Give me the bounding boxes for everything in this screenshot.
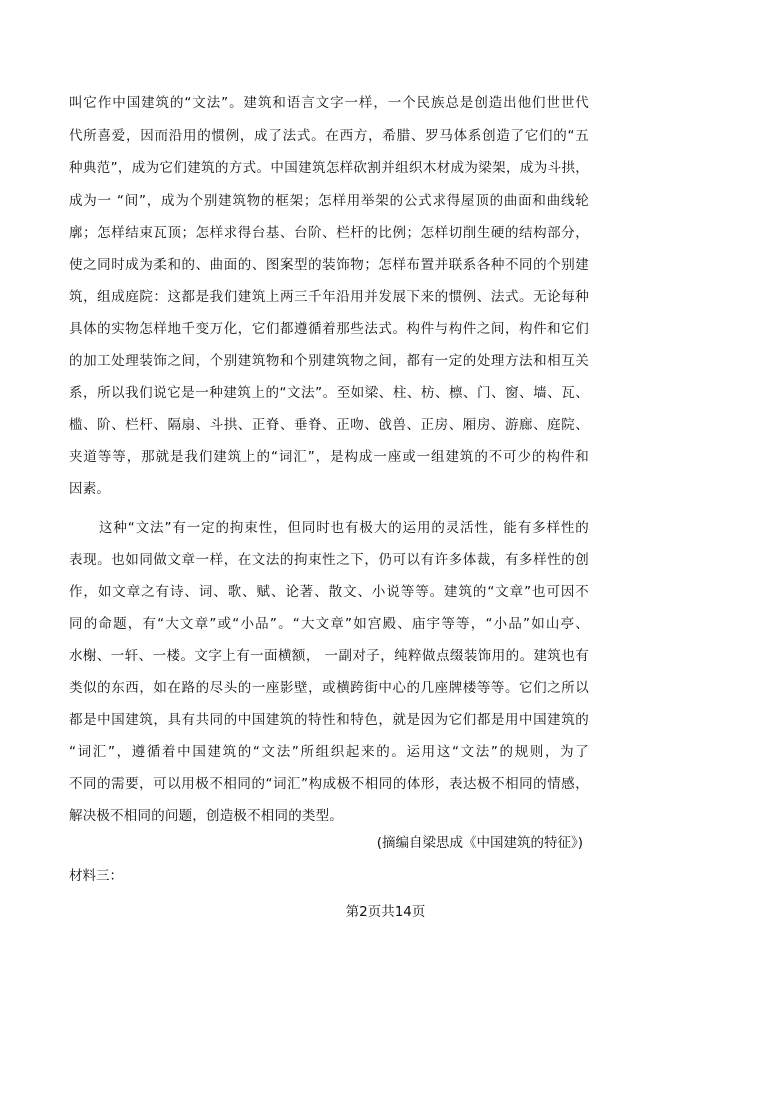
text-line: 类似的东西，如在路的尽头的一座影壁，或横跨街中心的几座牌楼等等。它们之所以 [69, 680, 589, 696]
text-line: 使之同时成为柔和的、曲面的、图案型的装饰物；怎样布置并联系各种不同的个别建 [69, 257, 589, 273]
text-line: 代所喜爱，因而沿用的惯例，成了法式。在西方，希腊、罗马体系创造了它们的“五 [69, 128, 589, 144]
source-citation: (摘编自梁思成《中国建筑的特征》) [376, 835, 583, 851]
text-line: 作，如文章之有诗、词、歌、赋、论著、散文、小说等等。建筑的“文章”也可因不 [69, 584, 589, 600]
text-line: 这种“文法”有一定的拘束性，但同时也有极大的运用的灵活性，能有多样性的 [99, 520, 589, 536]
text-line: 系，所以我们说它是一种建筑上的“文法”。至如梁、柱、枋、檩、门、窗、墙、瓦、 [69, 385, 589, 401]
text-line: 的加工处理装饰之间，个别建筑物和个别建筑物之间，都有一定的处理方法和相互关 [69, 353, 589, 369]
text-line: 解决极不相同的问题，创造极不相同的类型。 [69, 808, 343, 824]
text-line: 都是中国建筑，具有共同的中国建筑的特性和特色，就是因为它们都是用中国建筑的 [69, 712, 589, 728]
page-footer: 第2页共14页 [345, 904, 426, 920]
text-line: 筑，组成庭院：这都是我们建筑上两三千年沿用并发展下来的惯例、法式。无论每种 [69, 289, 589, 305]
text-line: 具体的实物怎样地千变万化，它们都遵循着那些法式。构件与构件之间，构件和它们 [69, 321, 589, 337]
text-line: 廓；怎样结束瓦顶；怎样求得台基、台阶、栏杆的比例；怎样切削生硬的结构部分， [69, 225, 589, 241]
text-line: 同的命题，有“大文章”或“小品”。“大文章”如宫殿、庙宇等等，“小品”如山亭、 [69, 616, 589, 632]
text-line: “词汇”，遵循着中国建筑的“文法”所组织起来的。运用这“文法”的规则，为了 [69, 744, 589, 760]
text-line: 成为一 “间”，成为个别建筑物的框架；怎样用举架的公式求得屋顶的曲面和曲线轮 [69, 193, 589, 209]
text-line: 因素。 [69, 481, 111, 497]
text-line: 不同的需要，可以用极不相同的“词汇”构成极不相同的体形，表达极不相同的情感， [69, 776, 589, 792]
text-line: 叫它作中国建筑的“文法”。建筑和语言文字一样，一个民族总是创造出他们世世代 [69, 95, 589, 111]
text-line: 夹道等等，那就是我们建筑上的“词汇”，是构成一座或一组建筑的不可少的构件和 [69, 449, 589, 465]
text-line: 槛、阶、栏杆、隔扇、斗拱、正脊、垂脊、正吻、戗兽、正房、厢房、游廊、庭院、 [69, 417, 589, 433]
text-line: 水榭、一轩、一楼。文字上有一面横额， 一副对子，纯粹做点缀装饰用的。建筑也有 [69, 648, 589, 664]
text-line: 表现。也如同做文章一样，在文法的拘束性之下，仍可以有许多体裁，有多样性的创 [69, 552, 589, 568]
material-label: 材料三： [69, 868, 123, 884]
text-line: 种典范”，成为它们建筑的方式。中国建筑怎样砍割并组织木材成为梁架，成为斗拱， [69, 160, 589, 176]
